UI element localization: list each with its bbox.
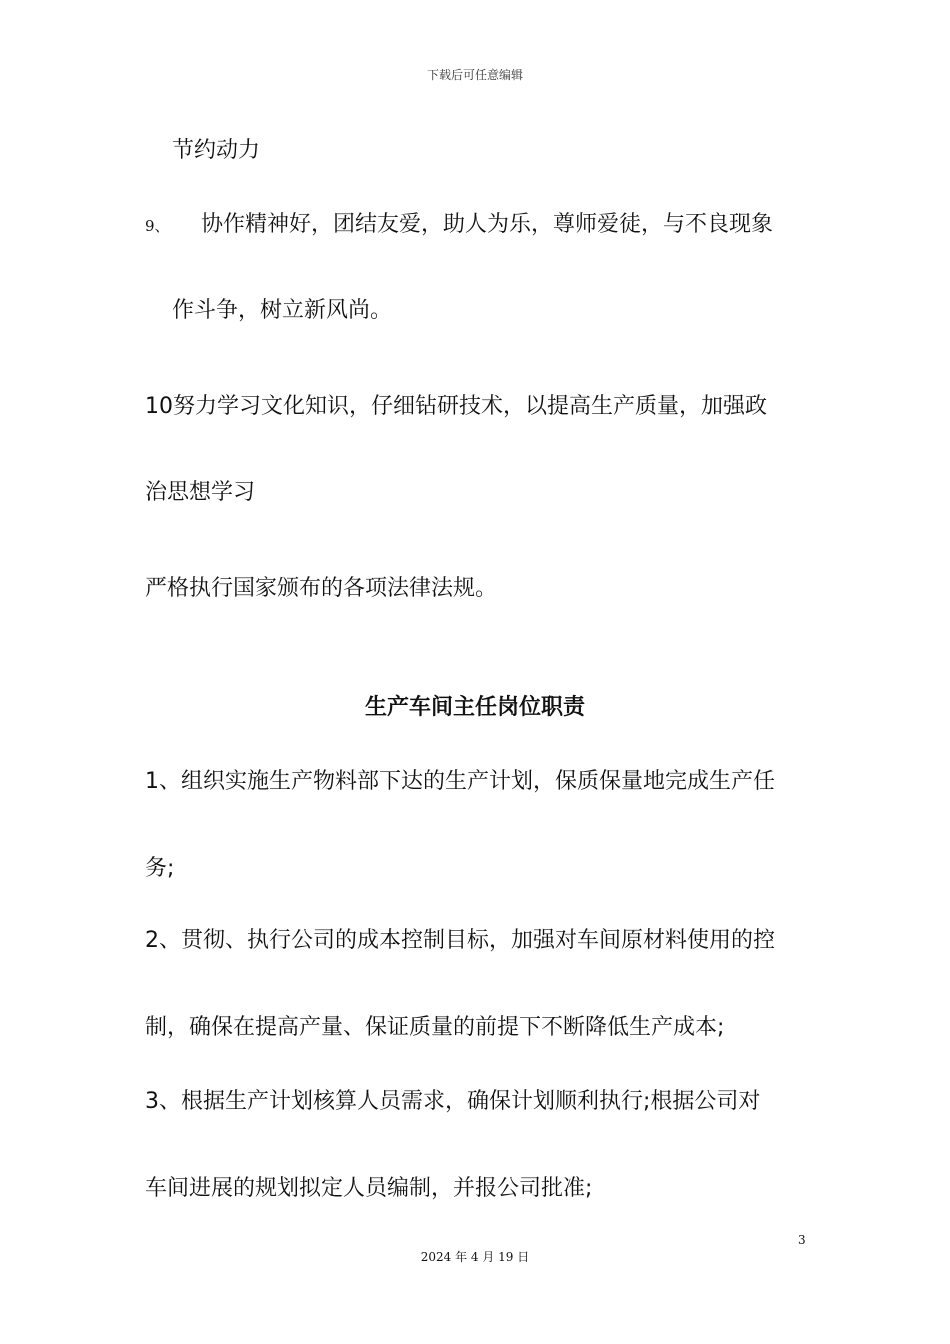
duty-item-3-line-1: 3、根据生产计划核算人员需求，确保计划顺利执行;根据公司对	[145, 1089, 761, 1114]
item-number: 9、	[145, 217, 170, 235]
body-line-3: 作斗争，树立新风尚。	[172, 298, 393, 323]
page-header: 下载后可任意编辑	[426, 68, 523, 82]
body-line-5: 治思想学习	[145, 480, 256, 505]
footer-date: 2024 年 4 月 19 日	[420, 1250, 530, 1264]
section-title: 生产车间主任岗位职责	[364, 695, 585, 720]
duty-item-1-line-1: 1、组织实施生产物料部下达的生产计划，保质保量地完成生产任	[145, 769, 775, 794]
list-item-9-text: 协作精神好，团结友爱，助人为乐，尊师爱徒，与不良现象	[201, 212, 774, 237]
duty-item-1-line-2: 务;	[145, 856, 175, 881]
list-item-9-number	[145, 210, 170, 241]
page-number: 3	[798, 1233, 806, 1247]
body-line-1: 节约动力	[172, 138, 261, 163]
duty-item-2-line-2: 制，确保在提高产量、保证质量的前提下不断降低生产成本;	[145, 1015, 725, 1040]
duty-item-2-line-1: 2、贯彻、执行公司的成本控制目标，加强对车间原材料使用的控	[145, 928, 775, 953]
body-line-6: 严格执行国家颁布的各项法律法规。	[145, 576, 498, 601]
list-item-10: 10努力学习文化知识，仔细钻研技术，以提高生产质量，加强政	[145, 394, 767, 419]
duty-item-3-line-2: 车间进展的规划拟定人员编制，并报公司批准;	[145, 1176, 593, 1201]
